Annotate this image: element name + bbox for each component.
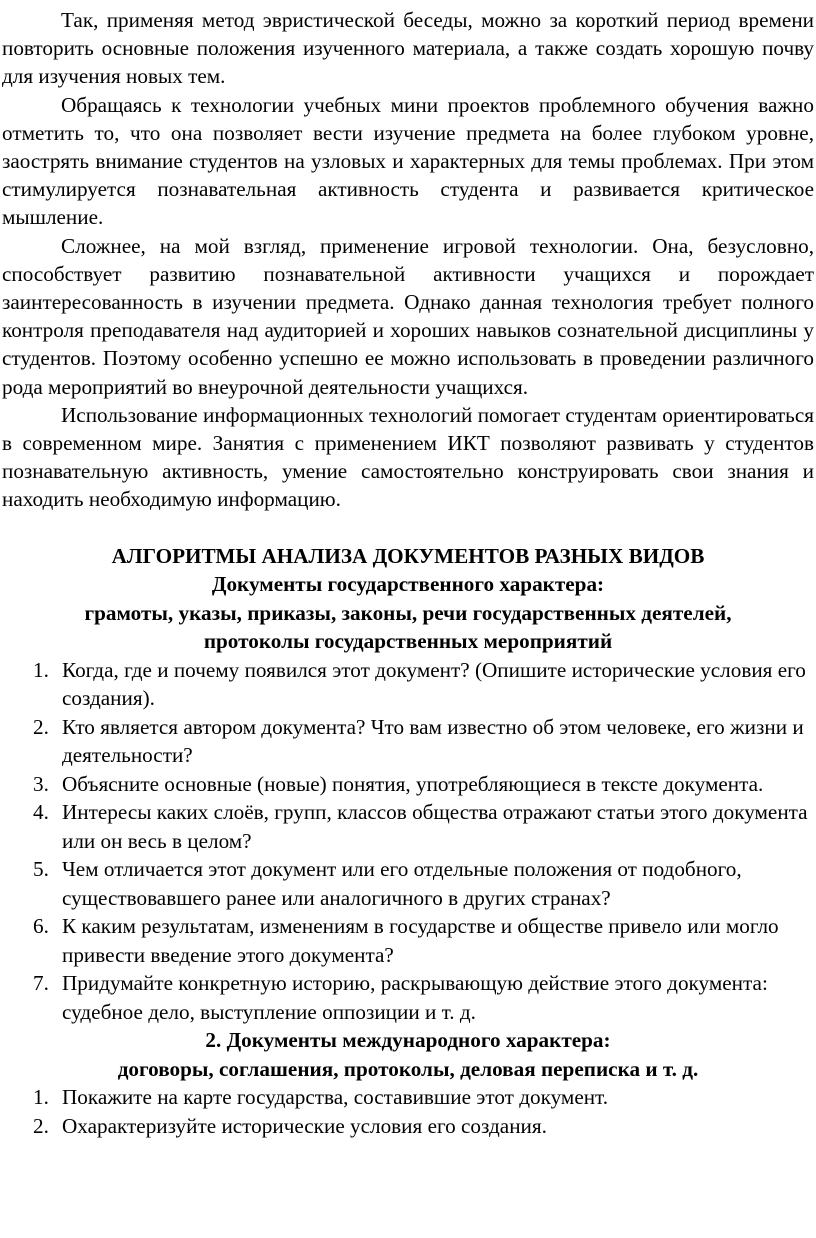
list-item-text: К каким результатам, изменениям в государстве и обществе привело или могло привести введение этого документа? (62, 914, 779, 967)
part2-subheading: договоры, соглашения, протоколы, деловая переписка и т. д. (117, 1056, 699, 1081)
list-item-text: Объясните основные (новые) понятия, употребляющиеся в тексте документа. (62, 771, 764, 796)
part1-question-list (2, 656, 814, 1027)
part2-heading: 2. Документы международного характера: (205, 1028, 611, 1053)
paragraph-ict: Использование информационных технологий помогает студентам ориентироваться в современном мире. Занятия с применением ИКТ позволяют развивать у студентов познавательную активность, умение самостоятельно конструировать свои знания и находить необходимую информацию. (2, 402, 814, 512)
list-item-number: 2. (33, 714, 49, 739)
list-item-text: Придумайте конкретную историю, раскрывающую действие этого документа: судебное дело, выступление оппозиции и т. д. (62, 971, 768, 1024)
list-item (2, 912, 814, 969)
list-item (2, 770, 814, 799)
list-item-number: 5. (33, 857, 49, 882)
list-item-text: Чем отличается этот документ или его отдельные положения от подобного, существовавшего ранее или аналогичного в других странах? (62, 857, 742, 910)
list-item (2, 969, 814, 1026)
list-item-number: 6. (33, 914, 49, 939)
list-item (2, 798, 814, 855)
part2-question-list (2, 1083, 814, 1140)
list-item-number: 3. (33, 771, 49, 796)
list-item-number: 1. (33, 1085, 49, 1110)
paragraph-mini-projects: Обращаясь к технологии учебных мини проектов проблемного обучения важно отметить то, что она позволяет вести изучение предмета на более глубоком уровне, заострять внимание студентов на узловых и характерных для темы проблемах. При этом стимулируется познавательная активность студента и развивается критическое мышление. (2, 92, 814, 230)
list-item-text: Охарактеризуйте исторические условия его создания. (62, 1113, 547, 1138)
list-item (2, 1112, 814, 1141)
list-item-number: 4. (33, 800, 49, 825)
list-item-number: 1. (33, 657, 49, 682)
list-item (2, 713, 814, 770)
list-item-text: Интересы каких слоёв, групп, классов общества отражают статьи этого документа или он весь в целом? (62, 800, 808, 853)
part1-heading: Документы государственного характера: (211, 572, 605, 597)
paragraph-game-technology: Сложнее, на мой взгляд, применение игровой технологии. Она, безусловно, способствует развитию познавательной активности учащихся и порождает заинтересованность в изучении предмета. Однако данная технология требует полного контроля преподавателя над аудиторией и хороших навыков сознательной дисциплины у студентов. Поэтому особенно успешно ее можно использовать в проведении различного рода мероприятий во внеурочной деятельности учащихся. (2, 233, 814, 399)
list-item (2, 656, 814, 713)
list-item-text: Кто является автором документа? Что вам известно об этом человеке, его жизни и деятельности? (62, 714, 804, 768)
section-title: АЛГОРИТМЫ АНАЛИЗА ДОКУМЕНТОВ РАЗНЫХ ВИДОВ (111, 543, 705, 568)
part1-subheading-line2: протоколы государственных мероприятий (203, 629, 613, 654)
paragraph-heuristic-conversation: Так, применяя метод эвристической беседы, можно за короткий период времени повторить основные положения изученного материала, а также создать хорошую почву для изучения новых тем. (2, 8, 814, 89)
list-item-text: Когда, где и почему появился этот документ? (Опишите исторические условия его создания). (62, 657, 806, 711)
section-spacer (2, 514, 814, 542)
list-item (2, 855, 814, 912)
part1-subheading-line1: грамоты, указы, приказы, законы, речи государственных деятелей, (84, 600, 732, 625)
list-item-text: Покажите на карте государства, составившие этот документ. (62, 1085, 609, 1110)
list-item-number: 7. (33, 971, 49, 996)
list-item-number: 2. (33, 1113, 49, 1138)
list-item (2, 1083, 814, 1112)
